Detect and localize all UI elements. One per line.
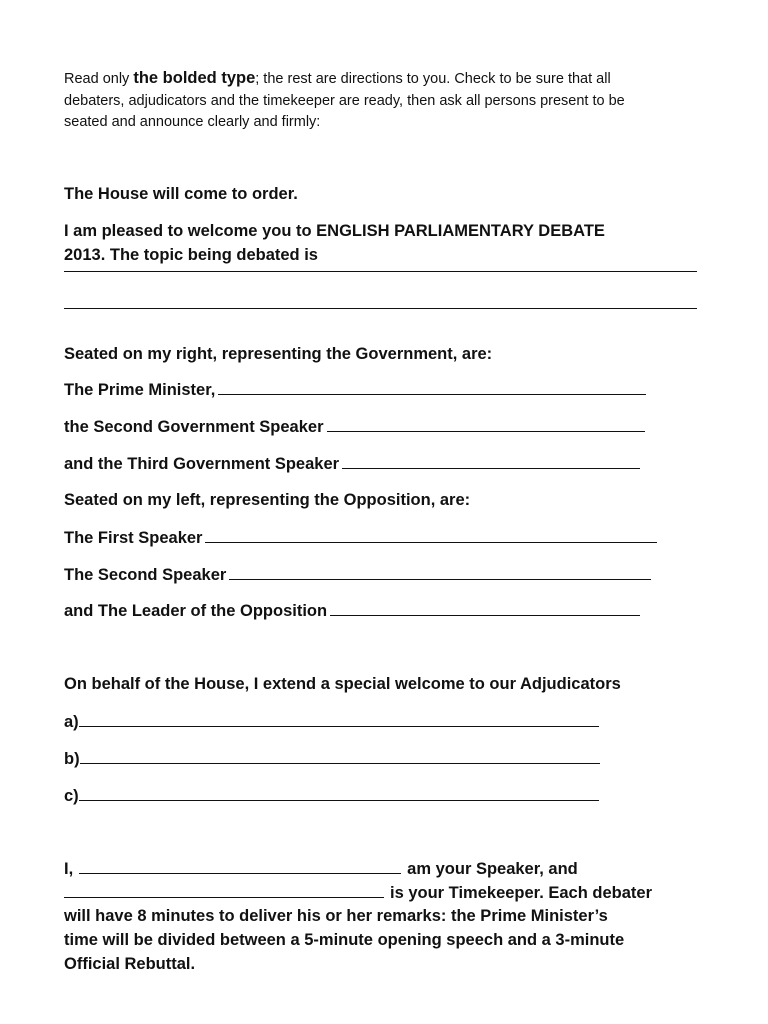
prime-minister-label: The Prime Minister,	[64, 381, 216, 399]
adjudicator-a-label: a)	[64, 713, 79, 731]
opposition-heading: Seated on my left, representing the Opposition, are:	[64, 491, 471, 509]
closing-line-3: will have 8 minutes to deliver his or her remarks: the Prime Minister’s	[64, 907, 608, 925]
topic-blank-1[interactable]	[64, 271, 697, 272]
third-government-speaker-label: and the Third Government Speaker	[64, 455, 340, 473]
order-statement: The House will come to order.	[64, 185, 298, 203]
adjudicator-c-blank[interactable]	[79, 783, 599, 801]
adjudicator-b-line	[64, 746, 600, 771]
speaker-name-blank[interactable]	[79, 856, 401, 874]
third-government-speaker-blank[interactable]	[342, 451, 640, 469]
adjudicator-b-label: b)	[64, 750, 80, 768]
third-government-speaker-line	[64, 451, 640, 476]
adjudicator-a-blank[interactable]	[79, 709, 599, 727]
welcome-line-2: 2013. The topic being debated is	[64, 246, 318, 264]
prime-minister-blank[interactable]	[218, 377, 646, 395]
timekeeper-label: is your Timekeeper. Each debater	[390, 884, 652, 902]
adjudicator-c-line	[64, 783, 599, 808]
second-government-speaker-blank[interactable]	[327, 414, 645, 432]
second-government-speaker-line	[64, 414, 645, 439]
i-label: I,	[64, 860, 74, 878]
speaker-line	[64, 856, 578, 881]
opposition-leader-blank[interactable]	[330, 598, 640, 616]
opposition-leader-label: and The Leader of the Opposition	[64, 602, 328, 620]
intro-line-3: seated and announce clearly and firmly:	[64, 114, 321, 130]
timekeeper-line	[64, 880, 652, 905]
intro-line-1	[64, 68, 611, 90]
intro-line-2: debaters, adjudicators and the timekeeper are ready, then ask all persons present to be	[64, 93, 625, 109]
second-government-speaker-label: the Second Government Speaker	[64, 418, 324, 436]
intro-bold-text: the bolded type	[133, 69, 256, 87]
opposition-leader-line	[64, 598, 640, 623]
intro-post: ; the rest are directions to you. Check to be sure that all	[255, 71, 611, 87]
prime-minister-line	[64, 377, 646, 402]
adjudicators-heading: On behalf of the House, I extend a special welcome to our Adjudicators	[64, 675, 621, 693]
adjudicator-b-blank[interactable]	[80, 746, 600, 764]
first-speaker-label: The First Speaker	[64, 529, 203, 547]
welcome-line-1: I am pleased to welcome you to ENGLISH PARLIAMENTARY DEBATE	[64, 222, 605, 240]
second-speaker-line	[64, 562, 651, 587]
intro-pre: Read only	[64, 71, 134, 87]
closing-line-4: time will be divided between a 5-minute opening speech and a 3-minute	[64, 931, 625, 949]
government-heading: Seated on my right, representing the Government, are:	[64, 345, 493, 363]
second-speaker-label: The Second Speaker	[64, 566, 227, 584]
first-speaker-blank[interactable]	[205, 525, 657, 543]
first-speaker-line	[64, 525, 657, 550]
timekeeper-name-blank[interactable]	[64, 880, 384, 898]
topic-blank-2[interactable]	[64, 308, 697, 309]
adjudicator-a-line	[64, 709, 599, 734]
closing-line-5: Official Rebuttal.	[64, 955, 196, 973]
adjudicator-c-label: c)	[64, 787, 79, 805]
second-speaker-blank[interactable]	[229, 562, 651, 580]
speaker-label: am your Speaker, and	[407, 860, 578, 878]
